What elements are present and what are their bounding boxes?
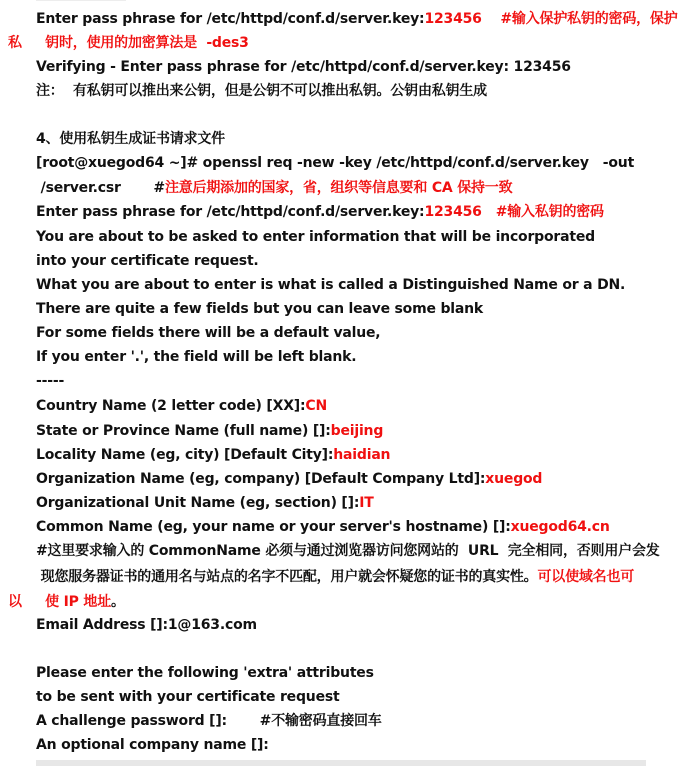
text-segment: 现您服务器证书的通用名与站点的名字不匹配，用户就会怀疑您的证书的真实性。: [36, 569, 538, 585]
text-line: [8, 33, 249, 53]
text-line: [36, 347, 356, 367]
text-segment: #这里要求输入的 CommonName 必须与通过浏览器访问您网站的 URL 完全相同，否则用户会发: [36, 543, 660, 559]
text-segment: Organizational Unit Name (eg, section) []:: [36, 495, 360, 511]
text-line: [36, 202, 604, 222]
text-segment: Country Name (2 letter code) [XX]:: [36, 398, 306, 414]
text-line: [36, 469, 542, 489]
text-segment: Enter pass phrase for /etc/httpd/conf.d/server.key:: [36, 204, 425, 220]
text-line: [36, 153, 634, 173]
text-segment: to be sent with your certificate request: [36, 689, 340, 705]
text-segment: /server.csr #: [36, 180, 165, 196]
text-segment: A challenge password []: #不输密码直接回车: [36, 713, 382, 729]
text-segment: Enter pass phrase for /etc/httpd/conf.d/server.key:: [36, 11, 425, 27]
text-line: [36, 251, 259, 271]
cropped-previous-line: [36, 0, 126, 1]
text-segment: Verifying - Enter pass phrase for /etc/httpd/conf.d/server.key: 123456: [36, 59, 571, 75]
text-line: [36, 567, 634, 587]
text-segment: 4、使用私钥生成证书请求文件: [36, 131, 225, 147]
highlighted-text: 注意后期添加的国家，省，组织等信息要和 CA 保持一致: [164, 180, 513, 196]
text-segment: If you enter '.', the field will be left blank.: [36, 349, 357, 365]
text-line: [36, 227, 595, 247]
text-segment: -----: [36, 373, 65, 389]
text-line: [36, 275, 625, 295]
text-segment: Email Address []:1@163.com: [36, 617, 257, 633]
highlighted-text: haidian: [333, 447, 391, 463]
text-line: [36, 81, 487, 101]
text-line: [36, 517, 610, 537]
text-line: [36, 129, 225, 149]
highlighted-text: 123456 #输入私钥的密码: [424, 204, 604, 220]
text-segment: What you are about to enter is what is called a Distinguished Name or a DN.: [36, 277, 626, 293]
highlighted-text: IT: [359, 495, 374, 511]
text-line: [36, 711, 382, 731]
text-line: [36, 178, 512, 198]
highlighted-text: xuegod64.cn: [510, 519, 610, 535]
text-line: [36, 299, 483, 319]
text-line: [36, 9, 678, 29]
text-line: [36, 445, 390, 465]
text-line: [8, 592, 125, 612]
cropped-next-line: [36, 760, 646, 766]
text-segment: 。: [111, 594, 125, 610]
text-line: [36, 371, 64, 391]
text-line: [36, 396, 327, 416]
text-segment: Organization Name (eg, company) [Default Company Ltd]:: [36, 471, 486, 487]
text-segment: You are about to be asked to enter information that will be incorporated: [36, 229, 595, 245]
text-line: [36, 541, 660, 561]
text-segment: Locality Name (eg, city) [Default City]:: [36, 447, 334, 463]
highlighted-text: 以 使 IP 地址: [8, 594, 111, 610]
highlighted-text: CN: [305, 398, 327, 414]
text-segment: There are quite a few fields but you can leave some blank: [36, 301, 483, 317]
text-segment: An optional company name []:: [36, 737, 269, 753]
text-segment: Common Name (eg, your name or your server's hostname) []:: [36, 519, 511, 535]
text-segment: Please enter the following 'extra' attributes: [36, 665, 374, 681]
text-segment: 注： 有私钥可以推出来公钥，但是公钥不可以推出私钥。公钥由私钥生成: [36, 83, 487, 99]
text-line: [36, 687, 340, 707]
text-line: [36, 663, 374, 683]
text-segment: For some fields there will be a default value,: [36, 325, 381, 341]
highlighted-text: beijing: [330, 423, 384, 439]
text-line: [36, 323, 380, 343]
text-line: [36, 735, 269, 755]
text-line: [36, 493, 374, 513]
highlighted-text: 123456 #输入保护私钥的密码，保护: [424, 11, 678, 27]
highlighted-text: 私 钥时，使用的加密算法是 -des3: [8, 35, 249, 51]
highlighted-text: 可以使域名也可: [537, 569, 635, 585]
text-line: [36, 615, 257, 635]
highlighted-text: xuegod: [485, 471, 543, 487]
text-segment: State or Province Name (full name) []:: [36, 423, 331, 439]
text-line: [36, 421, 383, 441]
text-segment: into your certificate request.: [36, 253, 259, 269]
text-segment: [root@xuegod64 ~]# openssl req -new -key /etc/httpd/conf.d/server.key -out: [36, 155, 635, 171]
text-line: [36, 57, 571, 77]
